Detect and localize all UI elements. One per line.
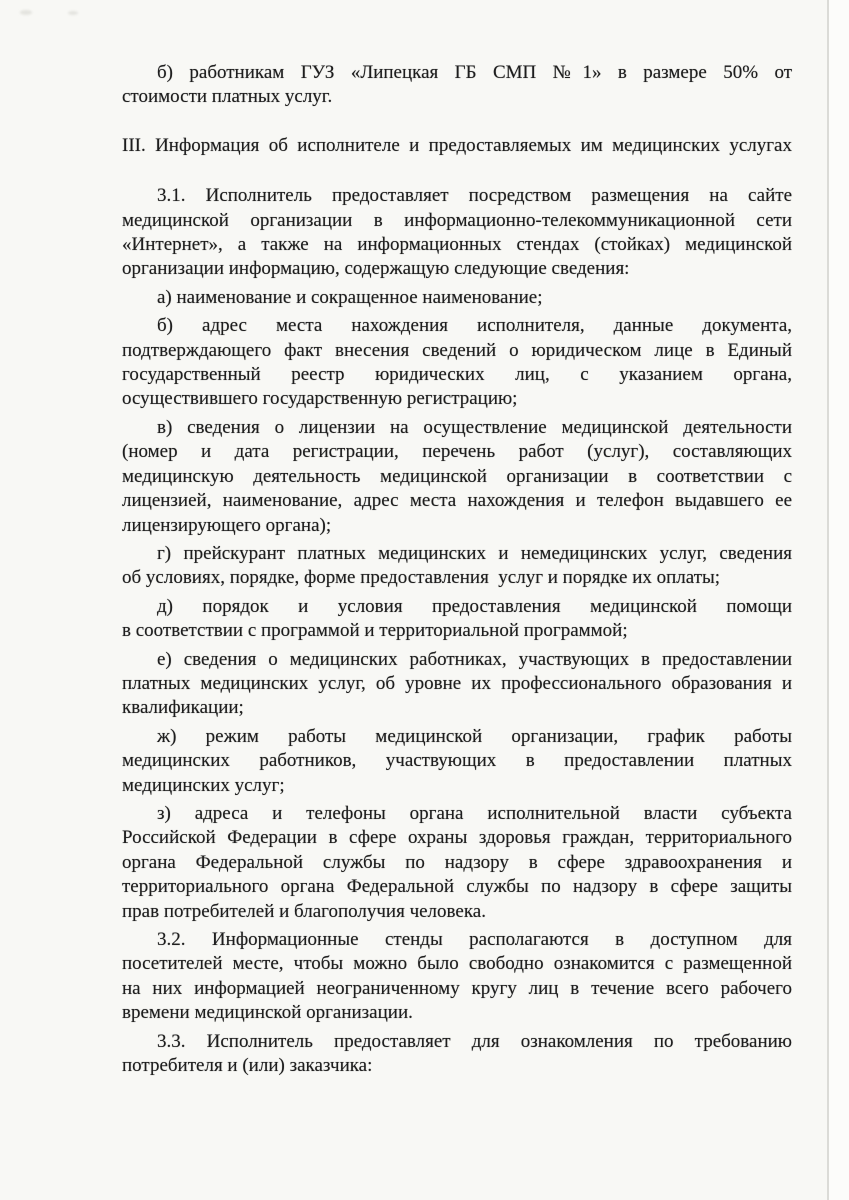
text-line: в) сведения о лицензии на осуществление медицинской деятельности — [157, 416, 792, 438]
text-line: лицензией, наименование, адрес места нахождения и телефон выдавшего ее — [122, 490, 792, 512]
text-line: платных медицинских услуг, об уровне их профессионального образования и — [122, 672, 792, 694]
text-line: д) порядок и условия предоставления медицинской помощи — [157, 595, 792, 617]
text-line: «Интернет», а также на информационных стендах (стойках) медицинской — [122, 234, 792, 256]
text-line: Российской Федерации в сфере охраны здоровья граждан, территориального — [122, 827, 792, 849]
section-heading — [122, 134, 792, 158]
scan-edge-strip — [829, 0, 849, 1200]
text-line: на них информацией неограниченному кругу лиц в течение всего рабочего — [122, 977, 792, 999]
text-line: территориального органа Федеральной службы по надзору в сфере защиты — [122, 876, 792, 898]
text-line: подтверждающего факт внесения сведений о юридическом лице в Единый — [122, 339, 792, 361]
text-line: г) прейскурант платных медицинских и немедицинских услуг, сведения — [157, 542, 792, 564]
text-line: медицинской организации в информационно-телекоммуникационной сети — [122, 209, 792, 231]
document-body — [122, 61, 792, 1082]
text-line: потребителя и (или) заказчика: — [122, 1055, 373, 1077]
clause-3-3 — [122, 1030, 792, 1079]
paper-smudge — [20, 10, 32, 15]
item-g — [122, 542, 792, 591]
text-line: з) адреса и телефоны органа исполнительной власти субъекта — [157, 802, 792, 824]
text-line: организации информацию, содержащую следующие сведения: — [122, 258, 630, 280]
clause-3-1 — [122, 184, 792, 282]
text-line: лицензирующего органа); — [122, 514, 332, 536]
text-line: б) работникам ГУЗ «Липецкая ГБ СМП №1» в размере 50% от — [157, 62, 792, 83]
item-b — [122, 314, 792, 412]
text-line: осуществившего государственную регистрацию; — [122, 388, 518, 410]
text-line: медицинских услуг; — [122, 774, 285, 796]
text-line: в соответствии с программой и территориальной программой; — [122, 620, 628, 642]
text-line: (номер и дата регистрации, перечень работ (услуг), составляющих — [122, 441, 792, 463]
text-line: 3.2. Информационные стенды располагаются в доступном для — [157, 929, 792, 950]
text-line: квалификации; — [122, 697, 244, 719]
text-line: 3.3. Исполнитель предоставляет для ознакомления по требованию — [157, 1030, 792, 1052]
text-line: III. Информация об исполнителе и предоставляемых им медицинских услугах — [122, 134, 792, 156]
text-line: государственный реестр юридических лиц, с указанием органа, — [122, 364, 792, 386]
item-v — [122, 416, 792, 538]
paper-smudge — [68, 11, 78, 15]
item-d — [122, 595, 792, 644]
text-line: медицинскую деятельность медицинской организации в соответствии с — [122, 465, 792, 487]
text-line: времени медицинской организации. — [122, 1002, 413, 1024]
clause-3-2 — [122, 928, 792, 1026]
text-line: ж) режим работы медицинской организации, график работы — [157, 725, 792, 747]
text-line: б) адрес места нахождения исполнителя, данные документа, — [157, 315, 792, 337]
text-line: об условиях, порядке, форме предоставления услуг и порядке их оплаты; — [122, 567, 721, 589]
text-line: 3.1. Исполнитель предоставляет посредством размещения на сайте — [157, 185, 792, 207]
text-line: а) наименование и сокращенное наименование; — [157, 286, 543, 308]
text-line: медицинских работников, участвующих в предоставлении платных — [122, 750, 792, 772]
text-line: прав потребителей и благополучия человека. — [122, 900, 486, 922]
text-line: е) сведения о медицинских работниках, участвующих в предоставлении — [157, 648, 792, 670]
item-b-discount — [122, 61, 792, 110]
item-a — [122, 286, 792, 310]
item-zh — [122, 725, 792, 798]
item-e — [122, 648, 792, 721]
text-line: стоимости платных услуг. — [122, 86, 333, 108]
text-line: органа Федеральной службы по надзору в сфере здравоохранения и — [122, 851, 792, 873]
scan-edge-line — [827, 0, 829, 1200]
text-line: посетителей месте, чтобы можно было свободно ознакомится с размещенной — [122, 953, 792, 975]
item-z — [122, 802, 792, 924]
